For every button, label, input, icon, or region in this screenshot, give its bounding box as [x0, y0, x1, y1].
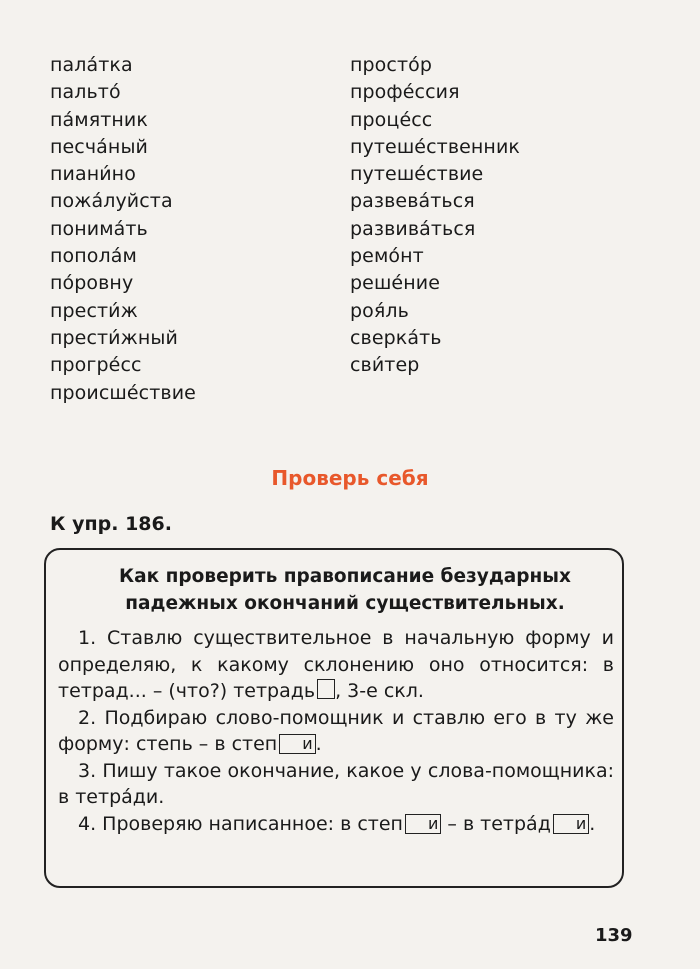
rule-step-middle: – в тетра́д	[441, 812, 551, 835]
rule-step-text: 2. Подбираю слово-помощник и ставлю его в ту же форму: степь – в степ	[58, 706, 614, 755]
rule-step-tail: .	[589, 812, 596, 835]
word-item: путеше́ственник	[350, 135, 520, 158]
rule-step-2	[58, 705, 614, 758]
empty-ending-box	[317, 679, 335, 699]
rule-step-tail: .	[315, 733, 322, 755]
ending-box: и	[279, 734, 315, 754]
exercise-label: К упр. 186.	[50, 513, 172, 535]
word-item: прести́жный	[50, 326, 178, 349]
word-item: па́мятник	[50, 108, 148, 131]
word-item: профе́ссия	[350, 81, 460, 104]
word-item: проце́сс	[350, 108, 433, 131]
rule-title-line: падежных окончаний существительных.	[125, 593, 565, 614]
rule-steps	[58, 625, 614, 837]
rule-title	[60, 563, 630, 617]
rule-step-text: 3. Пишу такое окончание, какое у слова-помощника: в тетра́ди.	[58, 759, 614, 808]
word-list-right-column	[350, 52, 520, 380]
word-item: развива́ться	[350, 217, 476, 240]
rule-step-4	[58, 811, 614, 838]
word-item: прести́ж	[50, 299, 138, 322]
ending-box: и	[405, 814, 441, 834]
page-number: 139	[595, 925, 633, 946]
rule-step-tail: , 3-е скл.	[335, 680, 424, 702]
word-item: реше́ние	[350, 272, 440, 295]
word-item: пала́тка	[50, 54, 133, 76]
rule-step-1	[58, 625, 614, 705]
rule-step-text: 1. Ставлю существительное в начальную форму и определяю, к какому склонению оно относится: в тетрад... – (что?) тетрадь	[58, 627, 614, 702]
word-item: роя́ль	[350, 299, 409, 322]
word-item: сверка́ть	[350, 326, 442, 349]
section-heading: Проверь себя	[271, 466, 429, 490]
word-item: пиани́но	[50, 163, 136, 186]
word-item: прогре́сс	[50, 354, 142, 377]
word-item: по́ровну	[50, 272, 134, 295]
rule-step-text: 4. Проверяю написанное: в степ	[78, 812, 403, 835]
word-item: пожа́луйста	[50, 190, 173, 213]
word-item: просто́р	[350, 54, 433, 76]
rule-title-line: Как проверить правописание безударных	[119, 566, 571, 587]
word-item: попола́м	[50, 245, 137, 268]
word-item: песча́ный	[50, 135, 148, 158]
word-item: происше́ствие	[50, 381, 196, 404]
word-item: развева́ться	[350, 190, 475, 213]
word-item: сви́тер	[350, 354, 420, 377]
word-list-left-column	[50, 52, 196, 407]
ending-box: и	[553, 814, 589, 834]
word-item: пальто́	[50, 81, 121, 104]
word-item: ремо́нт	[350, 245, 424, 268]
rule-step-3	[58, 758, 614, 811]
word-item: путеше́ствие	[350, 163, 484, 186]
word-item: понима́ть	[50, 217, 148, 240]
